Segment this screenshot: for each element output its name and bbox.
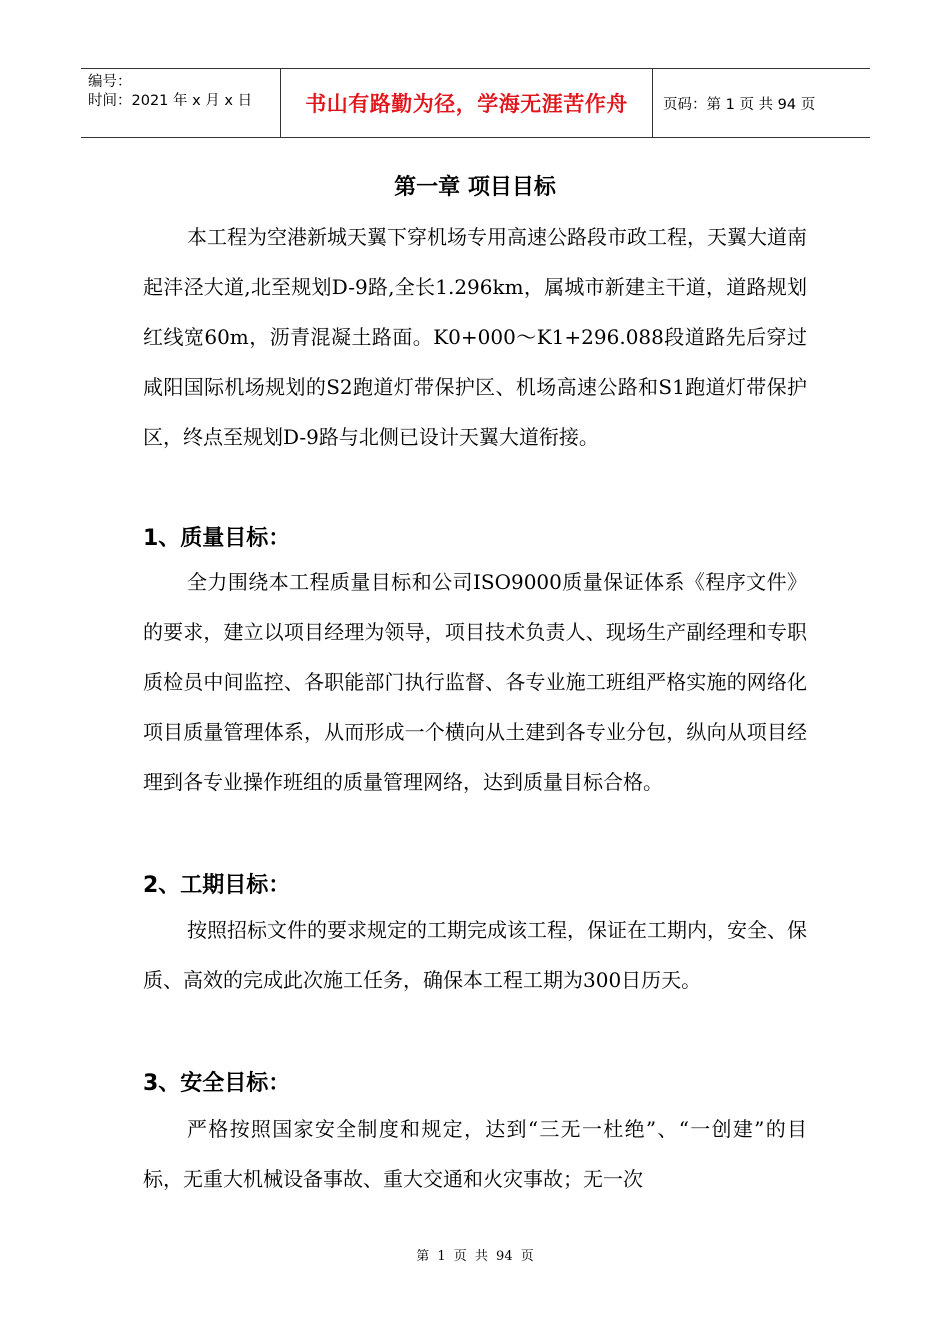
motto-text: 书山有路勤为径，学海无涯苦作舟	[305, 92, 628, 116]
page-footer: 第 1 页 共 94 页	[416, 1249, 534, 1264]
code-label: 编号：	[88, 74, 132, 90]
page-info-cell	[653, 69, 870, 137]
section-heading-schedule: 2、工期目标：	[143, 873, 291, 898]
motto-cell	[281, 69, 653, 137]
section-body-safety: 严格按照国家安全制度和规定，达到“三无一杜绝”、“一创建”的目标，无重大机械设备事故、重大交通和火灾事故；无一次	[143, 1117, 807, 1191]
section-body-quality: 全力围绕本工程质量目标和公司ISO9000质量保证体系《程序文件》的要求，建立以项目经理为领导，项目技术负责人、现场生产副经理和专职质检员中间监控、各职能部门执行监督、各专业施工班组严格实施的网络化项目质量管理体系，从而形成一个横向从土建到各专业分包，纵向从项目经理到各专业操作班组的质量管理网络，达到质量目标合格。	[143, 570, 807, 794]
section-body-schedule: 按照招标文件的要求规定的工期完成该工程，保证在工期内，安全、保质、高效的完成此次施工任务，确保本工程工期为300日历天。	[143, 918, 807, 992]
date-label: 时间：2021 年 x 月 x 日	[88, 93, 253, 109]
page-info-text: 页码：第 1 页 共 94 页	[663, 96, 816, 113]
document-header	[81, 68, 870, 138]
intro-paragraph: 本工程为空港新城天翼下穿机场专用高速公路段市政工程，天翼大道南起沣泾大道,北至规划D-9路,全长1.296km，属城市新建主干道，道路规划红线宽60m，沥青混凝土路面。K0+000～K1+296.088段道路先后穿过咸阳国际机场规划的S2跑道灯带保护区、机场高速公路和S1跑道灯带保护区，终点至规划D-9路与北侧已设计天翼大道衔接。	[143, 225, 807, 449]
header-meta-cell	[81, 69, 281, 137]
section-heading-quality: 1、质量目标：	[143, 526, 291, 551]
section-heading-safety: 3、安全目标：	[143, 1071, 291, 1096]
chapter-title: 第一章 项目目标	[394, 175, 556, 200]
